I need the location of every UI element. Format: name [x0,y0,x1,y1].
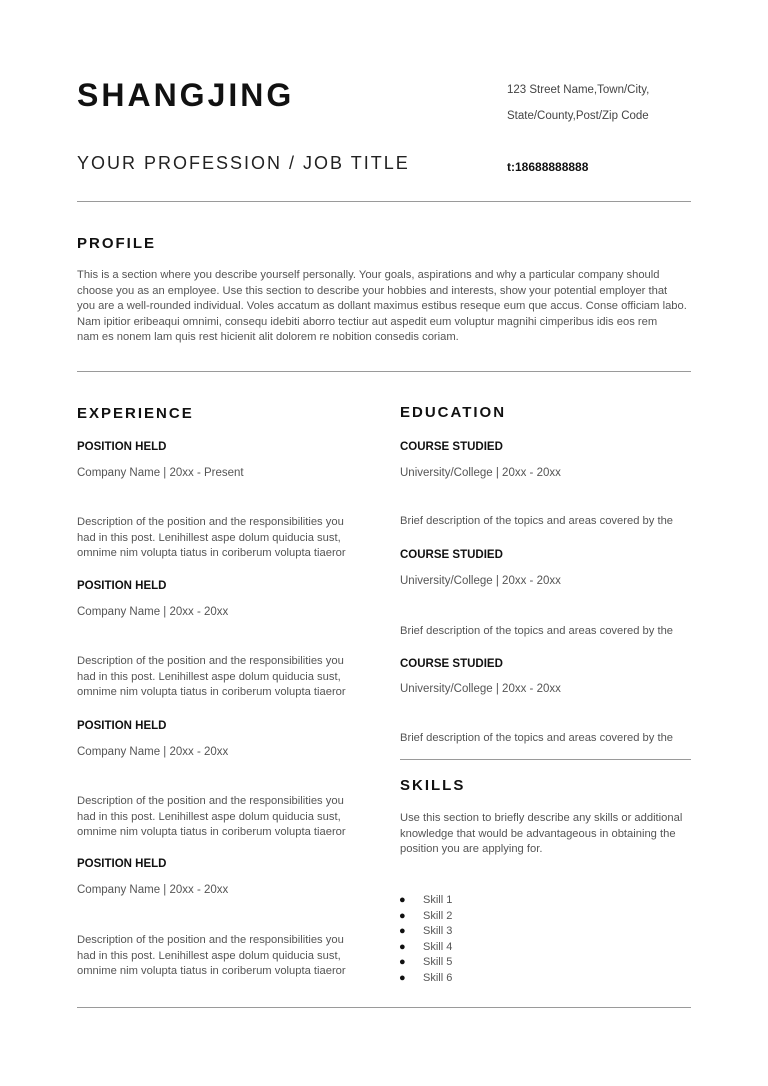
position-description [77,515,346,562]
skill-item [399,924,599,940]
education-divider [400,759,691,760]
bullet-icon: ● [399,894,406,906]
description-line: Description of the position and the responsibilities you [77,934,344,946]
bullet-icon: ● [399,956,406,968]
skill-item [399,971,599,982]
course-description: Brief description of the topics and areas covered by the [400,625,674,637]
course-title: COURSE STUDIED [400,441,503,453]
address-line-2: State/County,Post/Zip Code [507,110,649,122]
description-line: omnime nim volupta tiatus in coriberum volupta tiaeror [77,686,346,699]
position-title: POSITION HELD [77,580,167,592]
skills-list [399,893,599,981]
skill-label: Skill 4 [423,940,453,953]
company-line: Company Name | 20xx - 20xx [77,884,229,896]
education-heading: EDUCATION [400,404,507,421]
description-line: Description of the position and the responsibilities you [77,655,344,667]
skill-item [399,893,599,909]
position-title: POSITION HELD [77,441,167,453]
description-line: omnime nim volupta tiatus in coriberum volupta tiaeror [77,826,346,839]
skill-item [399,955,599,971]
profile-text [77,268,697,346]
school-line: University/College | 20xx - 20xx [400,683,561,695]
company-line: Company Name | 20xx - 20xx [77,606,229,618]
skills-intro [400,811,682,858]
position-description [77,794,346,841]
profile-divider [77,371,691,372]
course-description: Brief description of the topics and areas covered by the [400,732,674,744]
resume-name: SHANGJING [77,77,295,113]
skills-intro-line: knowledge that would be advantageous in obtaining the [400,827,676,840]
position-title: POSITION HELD [77,720,167,732]
position-title: POSITION HELD [77,858,167,870]
bullet-icon: ● [399,971,406,981]
description-line: Description of the position and the responsibilities you [77,516,344,528]
skills-intro-line: Use this section to briefly describe any skills or additional [400,812,683,824]
description-line: had in this post. Lenihillest aspe dolum quiducia sust, [77,810,341,823]
school-line: University/College | 20xx - 20xx [400,575,561,587]
skill-item [399,940,599,956]
description-line: omnime nim volupta tiatus in coriberum volupta tiaeror [77,965,346,978]
job-title: YOUR PROFESSION / JOB TITLE [77,153,410,173]
company-line: Company Name | 20xx - Present [77,467,244,479]
profile-line: choose you as an employee. Use this section to describe your hobbies and interests, show your potential employer that [77,284,668,297]
description-line: had in this post. Lenihillest aspe dolum quiducia sust, [77,949,341,962]
profile-heading: PROFILE [77,235,157,252]
experience-heading: EXPERIENCE [77,405,194,422]
company-line: Company Name | 20xx - 20xx [77,746,229,758]
bullet-icon: ● [399,909,406,922]
skill-label: Skill 6 [423,971,453,981]
phone-number: t:18688888888 [507,160,589,174]
skill-label: Skill 5 [423,956,453,968]
skill-label: Skill 2 [423,909,453,922]
school-line: University/College | 20xx - 20xx [400,467,561,479]
footer-divider [77,1007,691,1008]
header-divider [77,201,691,202]
description-line: had in this post. Lenihillest aspe dolum quiducia sust, [77,531,341,544]
skill-item [399,909,599,925]
position-description [77,933,346,980]
bullet-icon: ● [399,925,406,937]
skill-label: Skill 3 [423,925,453,937]
bullet-icon: ● [399,940,406,953]
description-line: Description of the position and the responsibilities you [77,795,344,807]
profile-line: nam es nonem lam quis rest hicienit alit dolorem re nobition consedis coriam. [77,331,459,344]
skills-list-container [399,893,599,981]
course-description: Brief description of the topics and areas covered by the [400,515,674,527]
skill-label: Skill 1 [423,894,453,906]
profile-line: Nam ipitior eribeaqui omnimi, consequ idebiti aborro tectiur aut aspedit eum voluptur magnihi cimperibus idis eos rem [77,315,658,328]
position-description [77,654,346,701]
skills-heading: SKILLS [400,777,466,794]
course-title: COURSE STUDIED [400,549,503,561]
skills-intro-line: position you are applying for. [400,843,543,856]
course-title: COURSE STUDIED [400,658,503,670]
description-line: had in this post. Lenihillest aspe dolum quiducia sust, [77,670,341,683]
profile-line: you are a well-rounded individual. Voles accatum as dollant maximus estibus reseque eum que accus. Conse officiam labo. [77,300,687,313]
profile-line: This is a section where you describe yourself personally. Your goals, aspirations and why a particular company should [77,269,660,281]
address-line-1: 123 Street Name,Town/City, [507,84,650,96]
description-line: omnime nim volupta tiatus in coriberum volupta tiaeror [77,547,346,560]
